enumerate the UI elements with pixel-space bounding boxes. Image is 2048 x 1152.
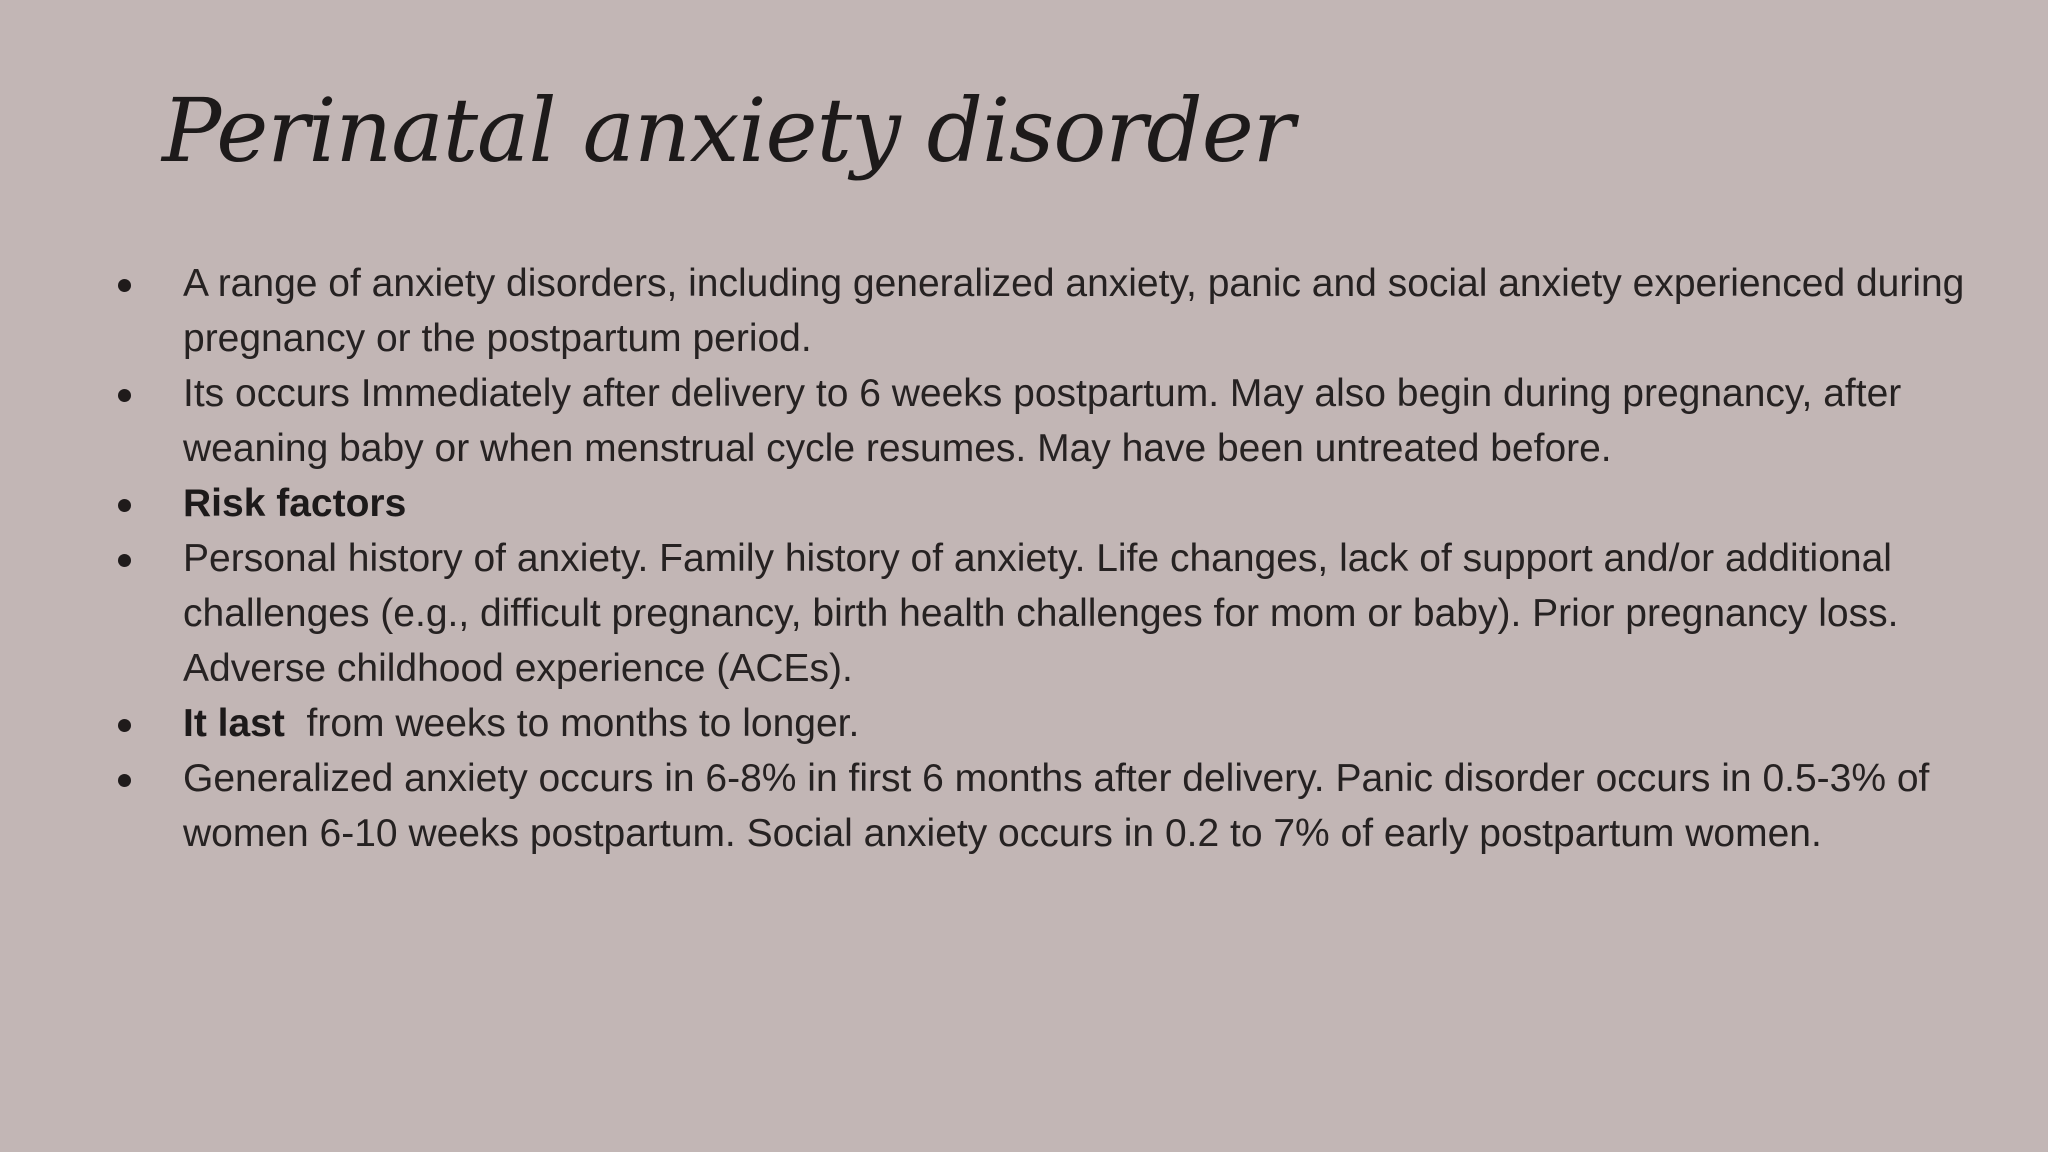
bullet-item-risk-factors bbox=[0, 531, 1983, 696]
bullet-dot-icon bbox=[118, 554, 131, 567]
bullet-dot-icon bbox=[118, 719, 131, 732]
bullet-text: A range of anxiety disorders, including generalized anxiety, panic and social anxiety experienced during pregnancy or the postpartum period. bbox=[183, 262, 1965, 360]
bullet-item-prevalence bbox=[0, 751, 1983, 861]
bullet-item-definition bbox=[0, 256, 1983, 366]
bullet-dot-icon bbox=[118, 774, 131, 787]
bullet-dot-icon bbox=[118, 389, 131, 402]
bullet-text: from weeks to months to longer. bbox=[284, 702, 860, 745]
bullet-item-onset bbox=[0, 366, 1983, 476]
bullet-text: Its occurs Immediately after delivery to 6 weeks postpartum. May also begin during pregnancy, after weaning baby or when menstrual cycle resumes. May have been untreated before. bbox=[183, 372, 1902, 470]
bullet-dot-icon bbox=[118, 499, 131, 512]
bullet-item-duration bbox=[0, 696, 1983, 751]
bullet-text: Generalized anxiety occurs in 6-8% in first 6 months after delivery. Panic disorder occurs in 0.5-3% of women 6-10 weeks postpartum. Social anxiety occurs in 0.2 to 7% of early postpartum women. bbox=[183, 757, 1930, 855]
bullet-dot-icon bbox=[118, 279, 131, 292]
bullet-bold-text: It last bbox=[183, 702, 285, 745]
slide-title: Perinatal anxiety disorder bbox=[162, 79, 1294, 182]
bullet-list bbox=[0, 256, 2048, 861]
bullet-item-risk-factors-heading bbox=[0, 476, 1983, 531]
bullet-bold-text: Risk factors bbox=[183, 482, 407, 525]
bullet-text: Personal history of anxiety. Family history of anxiety. Life changes, lack of support and/or additional challenges (e.g., difficult pregnancy, birth health challenges for mom or baby). Prior pregnancy loss. Adverse childhood experience (ACEs). bbox=[183, 537, 1899, 690]
